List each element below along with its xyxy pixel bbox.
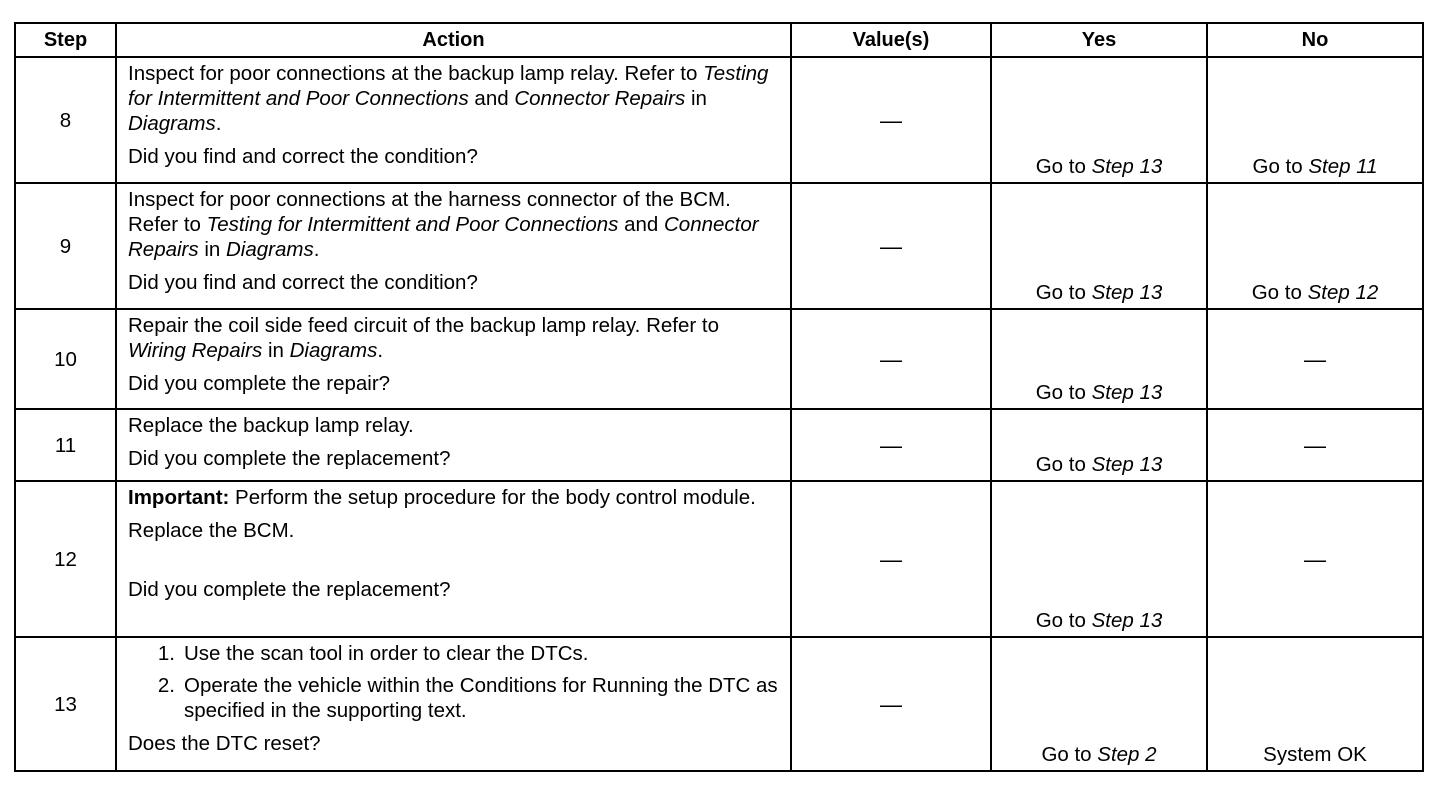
action-cell [116,57,791,183]
diagnostic-table [14,22,1424,772]
yes-cell: Go to Step 13 [991,409,1207,481]
yes-cell: Go to Step 13 [991,309,1207,409]
no-cell: — [1207,409,1423,481]
table-row [15,409,1423,481]
step-number: 9 [15,183,116,309]
action-text: Repair the coil side feed circuit of the backup lamp relay. Refer to Wiring Repairs in Diagrams. [128,314,719,362]
action-text: Inspect for poor connections at the backup lamp relay. Refer to Testing for Intermittent and Poor Connections and Connector Repairs in Diagrams. [128,62,769,135]
action-cell [116,637,791,771]
yes-cell: Go to Step 13 [991,183,1207,309]
table-row [15,57,1423,183]
header-no: No [1207,23,1423,57]
header-action: Action [116,23,791,57]
list-item: 1. Use the scan tool in order to clear the DTCs. [157,642,589,665]
action-cell [116,183,791,309]
action-question: Does the DTC reset? [128,732,321,755]
table-row [15,309,1423,409]
step-number: 8 [15,57,116,183]
action-cell [116,309,791,409]
value-cell: — [791,309,991,409]
action-cell [116,409,791,481]
yes-cell: Go to Step 2 [991,637,1207,771]
header-yes: Yes [991,23,1207,57]
no-cell: — [1207,309,1423,409]
action-question: Did you find and correct the condition? [128,271,478,294]
value-cell: — [791,183,991,309]
action-question: Did you complete the replacement? [128,578,451,601]
step-number: 10 [15,309,116,409]
header-step: Step [15,23,116,57]
table-row [15,481,1423,637]
no-cell: Go to Step 11 [1207,57,1423,183]
header-values: Value(s) [791,23,991,57]
step-number: 11 [15,409,116,481]
no-cell: Go to Step 12 [1207,183,1423,309]
table-row [15,183,1423,309]
yes-cell: Go to Step 13 [991,481,1207,637]
numbered-list [128,641,782,723]
step-number: 13 [15,637,116,771]
step-number: 12 [15,481,116,637]
action-question: Did you complete the replacement? [128,447,451,470]
action-text: Replace the BCM. [128,519,295,542]
list-item: 2. Operate the vehicle within the Conditions for Running the DTC as specified in the supporting text. [157,674,778,722]
action-cell [116,481,791,637]
action-text: Replace the backup lamp relay. [128,414,414,437]
important-label: Important: [128,486,230,509]
no-cell: — [1207,481,1423,637]
action-question: Did you find and correct the condition? [128,145,478,168]
table-row [15,637,1423,771]
header-row [15,23,1423,57]
no-cell: System OK [1207,637,1423,771]
action-text: Inspect for poor connections at the harness connector of the BCM. Refer to Testing for Intermittent and Poor Connections and Connector Repairs in Diagrams. [128,188,759,261]
important-note: Important: Perform the setup procedure for the body control module. [128,486,756,509]
value-cell: — [791,57,991,183]
value-cell: — [791,409,991,481]
action-question: Did you complete the repair? [128,372,391,395]
value-cell: — [791,481,991,637]
value-cell: — [791,637,991,771]
yes-cell: Go to Step 13 [991,57,1207,183]
